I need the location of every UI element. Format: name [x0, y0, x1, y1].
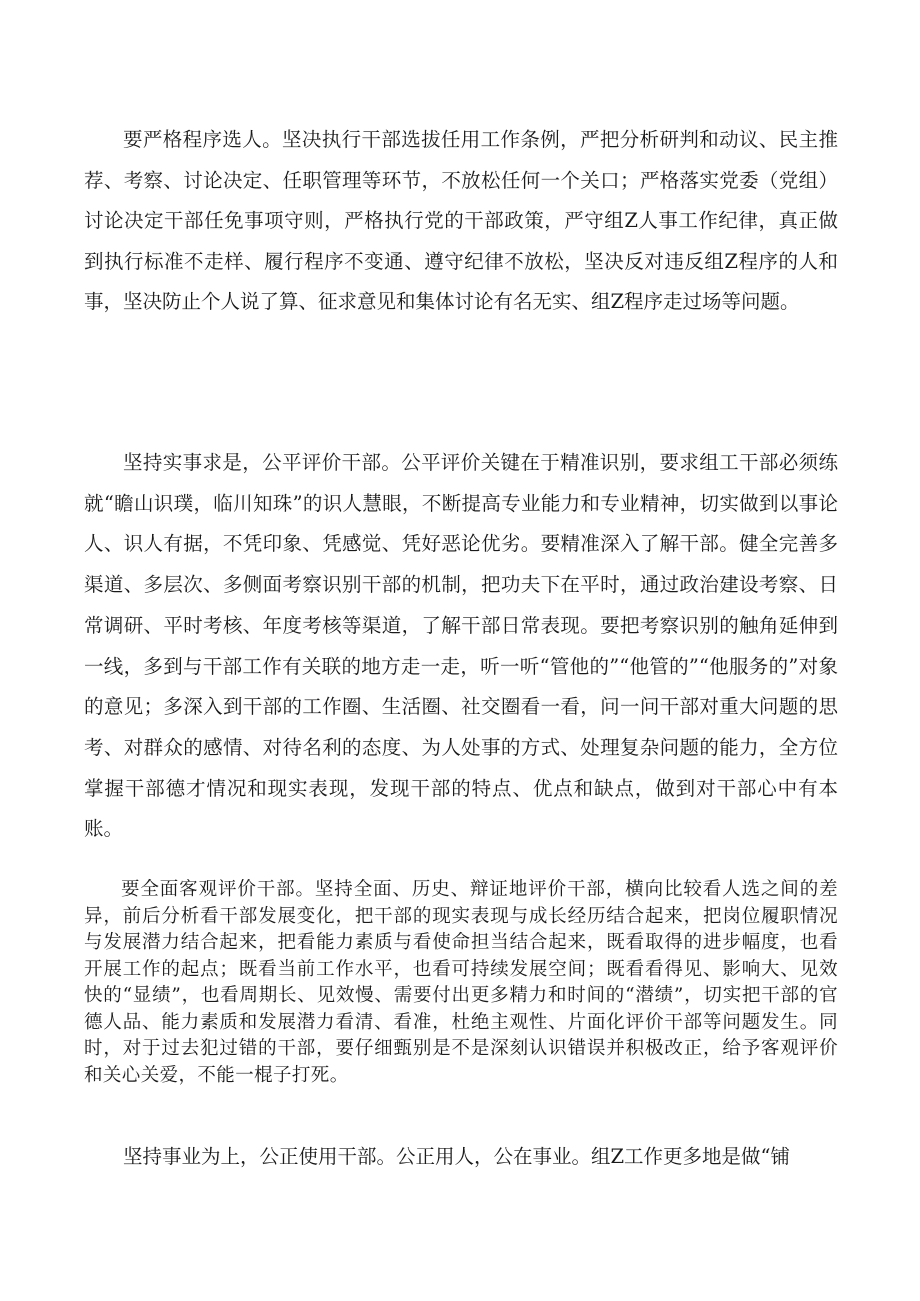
paragraph-fair-evaluation: 坚持实事求是，公平评价干部。公平评价关键在于精准识别，要求组工干部必须练就“瞻山识璞，临川知珠”的识人慧眼，不断提高专业能力和专业精神，切实做到以事论人、识人有据，不凭印象、凭感觉、凭好恶论优劣。要精准深入了解干部。健全完善多渠道、多层次、多侧面考察识别干部的机制，把功夫下在平时，通过政治建设考察、日常调研、平时考核、年度考核等渠道，了解干部日常表现。要把考察识别的触角延伸到一线，多到与干部工作有关联的地方走一走，听一听“管他的”“他管的”“他服务的”对象的意见；多深入到干部的工作圈、生活圈、社交圈看一看，问一问干部对重大问题的思考、对群众的感情、对待名利的态度、为人处事的方式、处理复杂问题的能力，全方位掌握干部德才情况和现实表现，发现干部的特点、优点和缺点，做到对干部心中有本账。: [84, 451, 838, 841]
paragraph-objective-evaluation: 要全面客观评价干部。坚持全面、历史、辩证地评价干部，横向比较看人选之间的差异，前后分析看干部发展变化，把干部的现实表现与成长经历结合起来，把岗位履职情况与发展潜力结合起来，把看能力素质与看使命担当结合起来，既看取得的进步幅度，也看开展工作的起点；既看当前工作水平，也看可持续发展空间；既看看得见、影响大、见效快的“显绩”，也看周期长、见效慢、需要付出更多精力和时间的“潜绩”，切实把干部的官德人品、能力素质和发展潜力看清、看准，杜绝主观性、片面化评价干部等问题发生。同时，对于过去犯过错的干部，要仔细甄别是不是深刻认识错误并积极改正，给予客观评价和关心关爱，不能一棍子打死。: [84, 879, 838, 1086]
paragraph-career-first: 坚持事业为上，公正使用干部。公正用人，公在事业。组Z工作更多地是做“铺: [123, 1145, 791, 1168]
paragraph-strict-procedure: 要严格程序选人。坚决执行干部选拔任用工作条例，严把分析研判和动议、民主推荐、考察、讨论决定、任职管理等环节，不放松任何一个关口；严格落实党委（党组）讨论决定干部任免事项守则，严格执行党的干部政策，严守组Z人事工作纪律，真正做到执行标准不走样、履行程序不变通、遵守纪律不放松，坚决反对违反组Z程序的人和事，坚决防止个人说了算、征求意见和集体讨论有名无实、组Z程序走过场等问题。: [84, 128, 838, 314]
